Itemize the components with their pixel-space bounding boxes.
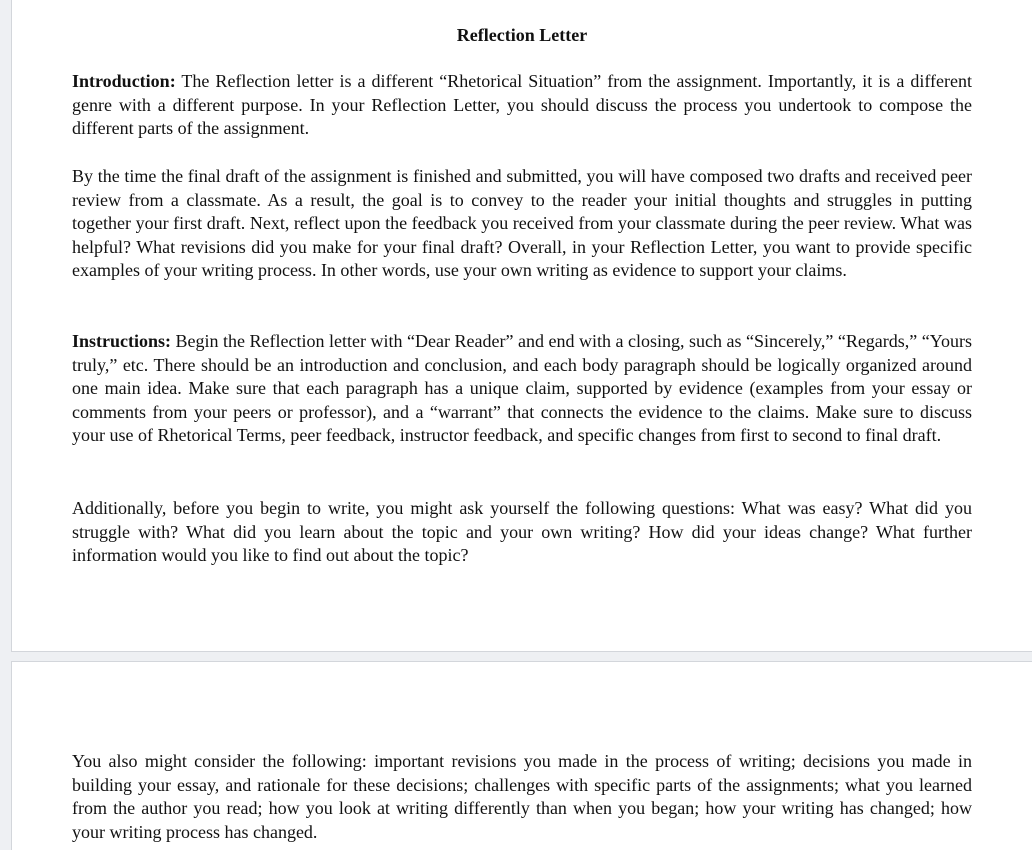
instructions-lead: Instructions:: [72, 331, 172, 351]
introduction-lead: Introduction:: [72, 71, 176, 91]
introduction-text: The Reflection letter is a different “Rhetorical Situation” from the assignment. Importantly, it is a different genre with a different purpose. In your Reflection Letter, you should discuss the process you undertook to compose the different parts of the assignment.: [72, 71, 972, 139]
additional-questions-paragraph: Additionally, before you begin to write, you might ask yourself the following questions: What was easy? What did you struggle with? What did you learn about the topic and your own writing? How did your ideas change? What further information would you like to find out about the topic?: [72, 498, 972, 566]
also-consider-paragraph: You also might consider the following: important revisions you made in the process of writing; decisions you made in building your essay, and rationale for these decisions; challenges with specific parts of the assignments; what you learned from the author you read; how you look at writing differently than when you began; how your writing has changed; how your writing process has changed.: [72, 751, 972, 842]
process-paragraph: By the time the final draft of the assignment is finished and submitted, you will have composed two drafts and received peer review from a classmate. As a result, the goal is to convey to the reader your initial thoughts and struggles in putting together your first draft. Next, reflect upon the feedback you received from your classmate during the peer review. What was helpful? What revisions did you make for your final draft? Overall, in your Reflection Letter, you want to provide specific examples of your writing process. In other words, use your own writing as evidence to support your claims.: [72, 166, 972, 281]
introduction-paragraph: [72, 70, 972, 141]
document-page-1: [11, 0, 1032, 652]
instructions-text: Begin the Reflection letter with “Dear Reader” and end with a closing, such as “Sincerely,” “Regards,” “Yours truly,” etc. There should be an introduction and conclusion, and each body paragraph should be logically organized around one main idea. Make sure that each paragraph has a unique claim, supported by evidence (examples from your essay or comments from your peers or professor), and a “warrant” that connects the evidence to the claims. Make sure to discuss your use of Rhetorical Terms, peer feedback, instructor feedback, and specific changes from first to second to final draft.: [72, 331, 972, 446]
instructions-paragraph: [72, 330, 972, 448]
document-page-2: [11, 661, 1032, 850]
document-title: Reflection Letter: [456, 25, 588, 45]
